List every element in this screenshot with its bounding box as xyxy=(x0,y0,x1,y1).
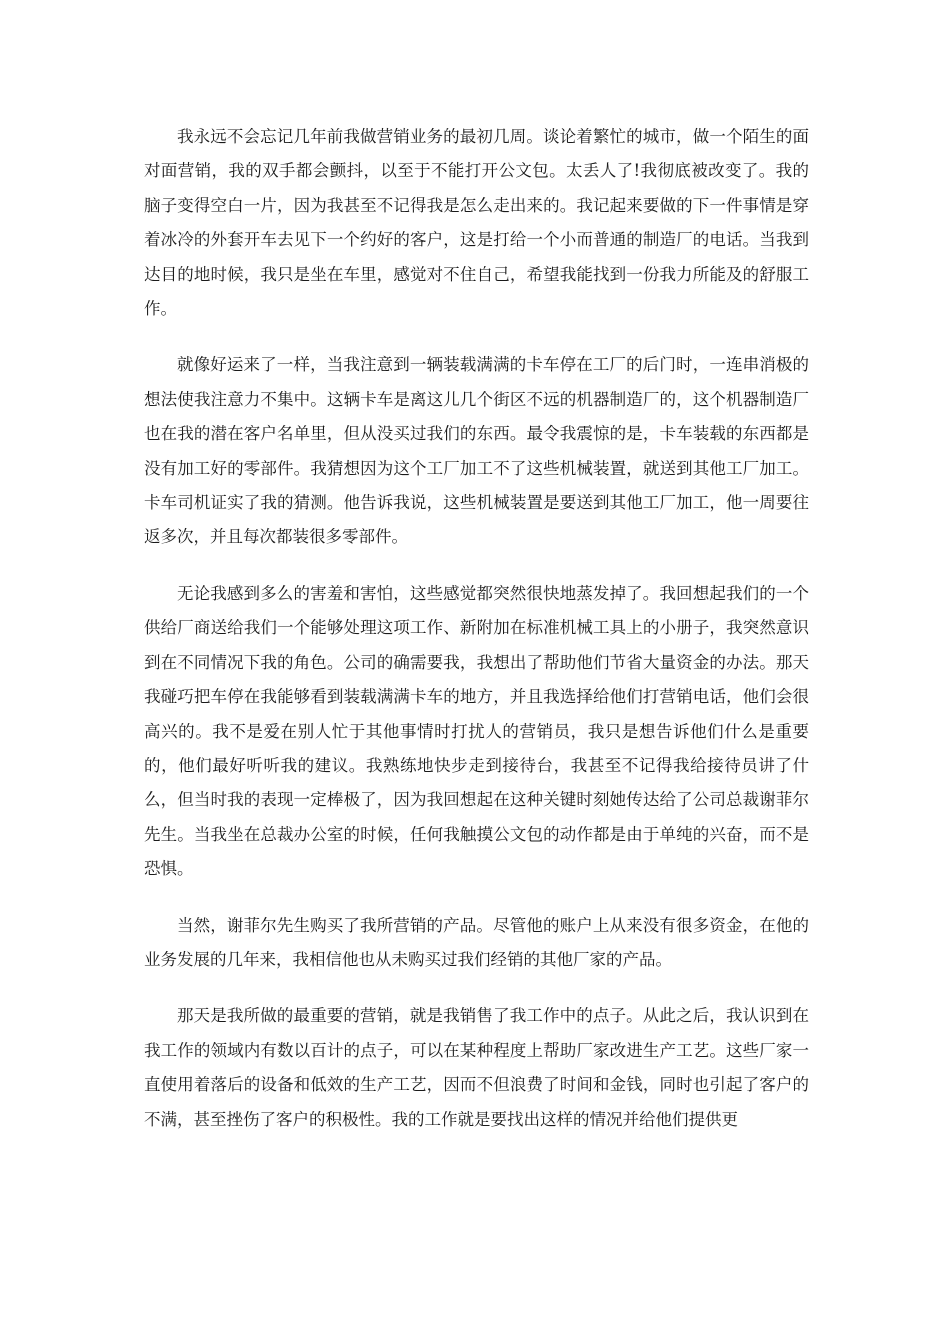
paragraph-3: 无论我感到多么的害羞和害怕，这些感觉都突然很快地蒸发掉了。我回想起我们的一个供给厂商送给我们一个能够处理这项工作、新附加在标准机械工具上的小册子，我突然意识到在不同情况下我的角色。公司的确需要我，我想出了帮助他们节省大量资金的办法。那天我碰巧把车停在我能够看到装载满满卡车的地方，并且我选择给他们打营销电话，他们会很高兴的。我不是爱在别人忙于其他事情时打扰人的营销员，我只是想告诉他们什么是重要的，他们最好听听我的建议。我熟练地快步走到接待台，我甚至不记得我给接待员讲了什么，但当时我的表现一定棒极了，因为我回想起在这种关键时刻她传达给了公司总裁谢菲尔先生。当我坐在总裁办公室的时候，任何我触摸公文包的动作都是由于单纯的兴奋，而不是恐惧。 xyxy=(144,583,809,879)
paragraph-4: 当然，谢菲尔先生购买了我所营销的产品。尽管他的账户上从来没有很多资金，在他的业务发展的几年来，我相信他也从未购买过我们经销的其他厂家的产品。 xyxy=(144,915,809,969)
paragraph-1: 我永远不会忘记几年前我做营销业务的最初几周。谈论着繁忙的城市，做一个陌生的面对面营销，我的双手都会颤抖，以至于不能打开公文包。太丢人了!我彻底被改变了。我的脑子变得空白一片，因为我甚至不记得我是怎么走出来的。我记起来要做的下一件事情是穿着冰冷的外套开车去见下一个约好的客户，这是打给一个小而普通的制造厂的电话。当我到达目的地时候，我只是坐在车里，感觉对不住自己，希望我能找到一份我力所能及的舒服工作。 xyxy=(144,127,809,319)
paragraph-2: 就像好运来了一样，当我注意到一辆装载满满的卡车停在工厂的后门时，一连串消极的想法使我注意力不集中。这辆卡车是离这儿几个街区不远的机器制造厂的，这个机器制造厂也在我的潜在客户名单里，但从没买过我们的东西。最令我震惊的是，卡车装载的东西都是没有加工好的零部件。我猜想因为这个工厂加工不了这些机械装置，就送到其他工厂加工。卡车司机证实了我的猜测。他告诉我说，这些机械装置是要送到其他工厂加工，他一周要往返多次，并且每次都装很多零部件。 xyxy=(144,355,809,547)
paragraph-5: 那天是我所做的最重要的营销，就是我销售了我工作中的点子。从此之后，我认识到在我工作的领域内有数以百计的点子，可以在某种程度上帮助厂家改进生产工艺。这些厂家一直使用着落后的设备和低效的生产工艺，因而不但浪费了时间和金钱，同时也引起了客户的不满，甚至挫伤了客户的积极性。我的工作就是要找出这样的情况并给他们提供更 xyxy=(144,1006,809,1129)
document-body xyxy=(144,120,809,1137)
